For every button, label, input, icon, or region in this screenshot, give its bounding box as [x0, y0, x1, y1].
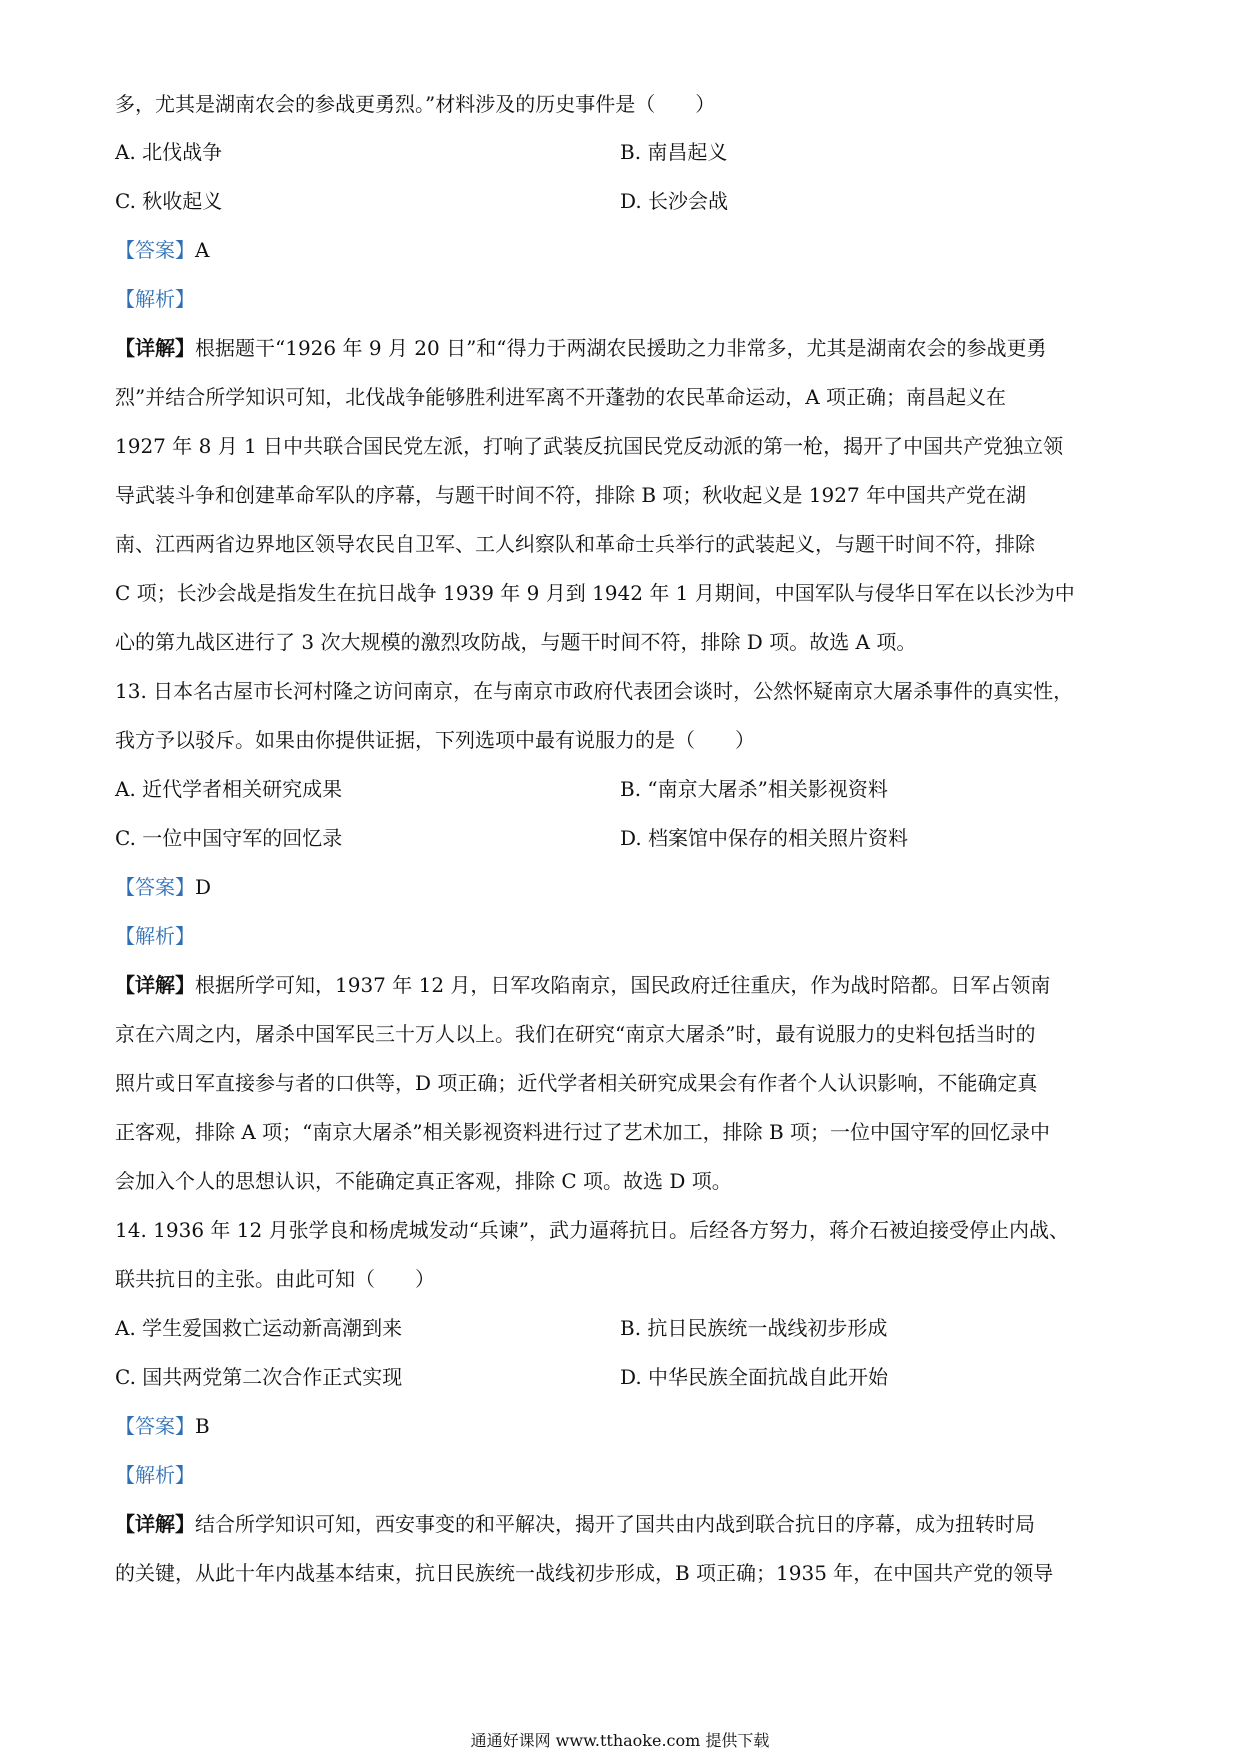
q14-analysis-label: [115, 1461, 1135, 1489]
q12-option-d: D. 长沙会战: [620, 189, 729, 213]
q14-option-d: D. 中华民族全面抗战自此开始: [620, 1365, 889, 1389]
q14-detail-line-0: 【详解】结合所学知识可知，西安事变的和平解决，揭开了国共由内战到联合抗日的序幕，成为扭转时局: [115, 1512, 1035, 1536]
q12-detail-line-2: 1927 年 8 月 1 日中共联合国民党左派，打响了武装反抗国民党反动派的第一枪，揭开了中国共产党独立领: [115, 434, 1064, 458]
q13-stem-line-0: 13. 日本名古屋市长河村隆之访问南京，在与南京市政府代表团会谈时，公然怀疑南京大屠杀事件的真实性，: [115, 679, 1074, 703]
analysis-label: 【解析】: [115, 1463, 195, 1487]
answer-label: 【答案】: [115, 1414, 195, 1438]
q12-stem-tail: 多，尤其是湖南农会的参战更勇烈。”材料涉及的历史事件是（ ）: [115, 92, 716, 116]
q12-detail-line-3: 导武装斗争和创建革命军队的序幕，与题干时间不符，排除 B 项；秋收起义是 1927 年中国共产党在湖: [115, 483, 1027, 507]
q13-option-d: D. 档案馆中保存的相关照片资料: [620, 826, 909, 850]
q13-detail-line-1: 京在六周之内，屠杀中国军民三十万人以上。我们在研究“南京大屠杀”时，最有说服力的史料包括当时的: [115, 1022, 1036, 1046]
answer-value: A: [195, 238, 210, 262]
q13-detail-line-2: 照片或日军直接参与者的口供等，D 项正确；近代学者相关研究成果会有作者个人认识影响，不能确定真: [115, 1071, 1038, 1095]
q13-option-c: C. 一位中国守军的回忆录: [115, 826, 343, 850]
q12-detail-line-5: C 项；长沙会战是指发生在抗日战争 1939 年 9 月到 1942 年 1 月期间，中国军队与侵华日军在以长沙为中: [115, 581, 1075, 605]
detail-label: 【详解】: [115, 973, 195, 997]
q13-detail-line-4: 会加入个人的思想认识，不能确定真正客观，排除 C 项。故选 D 项。: [115, 1169, 732, 1193]
q14-stem-line-0: 14. 1936 年 12 月张学良和杨虎城发动“兵谏”，武力逼蒋抗日。后经各方努力，蒋介石被迫接受停止内战、: [115, 1218, 1070, 1242]
q13-detail-line-0: 【详解】根据所学可知，1937 年 12 月，日军攻陷南京，国民政府迁往重庆，作为战时陪都。日军占领南: [115, 973, 1051, 997]
q13-option-a: A. 近代学者相关研究成果: [115, 777, 343, 801]
detail-label: 【详解】: [115, 1512, 195, 1536]
q14-option-c: C. 国共两党第二次合作正式实现: [115, 1365, 403, 1389]
page-footer: 通通好课网 www.tthaoke.com 提供下载: [470, 1731, 770, 1750]
analysis-label: 【解析】: [115, 287, 195, 311]
q13-analysis-label: [115, 922, 1135, 950]
q12-option-b: B. 南昌起义: [620, 140, 728, 164]
q13-stem-line-1: 我方予以驳斥。如果由你提供证据，下列选项中最有说服力的是（ ）: [115, 728, 755, 752]
q14-answer: [115, 1412, 1135, 1440]
answer-label: 【答案】: [115, 238, 195, 262]
detail-label: 【详解】: [115, 336, 195, 360]
q12-detail-line-6: 心的第九战区进行了 3 次大规模的激烈攻防战，与题干时间不符，排除 D 项。故选 A 项。: [115, 630, 917, 654]
q12-detail-line-1: 烈”并结合所学知识可知，北伐战争能够胜利进军离不开蓬勃的农民革命运动，A 项正确；南昌起义在: [115, 385, 1007, 409]
q12-detail-line-4: 南、江西两省边界地区领导农民自卫军、工人纠察队和革命士兵举行的武装起义，与题干时间不符，排除: [115, 532, 1035, 556]
q12-option-a: A. 北伐战争: [115, 140, 223, 164]
q13-detail-line-3: 正客观，排除 A 项；“南京大屠杀”相关影视资料进行过了艺术加工，排除 B 项；一位中国守军的回忆录中: [115, 1120, 1051, 1144]
q12-answer: [115, 236, 1135, 264]
q14-option-a: A. 学生爱国救亡运动新高潮到来: [115, 1316, 403, 1340]
answer-value: B: [195, 1414, 210, 1438]
q14-option-b: B. 抗日民族统一战线初步形成: [620, 1316, 888, 1340]
q14-stem-line-1: 联共抗日的主张。由此可知（ ）: [115, 1267, 435, 1291]
q12-analysis-label: [115, 285, 1135, 313]
analysis-label: 【解析】: [115, 924, 195, 948]
q12-option-c: C. 秋收起义: [115, 189, 223, 213]
answer-value: D: [195, 875, 212, 899]
q14-detail-line-1: 的关键，从此十年内战基本结束，抗日民族统一战线初步形成，B 项正确；1935 年，在中国共产党的领导: [115, 1561, 1054, 1585]
q13-answer: [115, 873, 1135, 901]
answer-label: 【答案】: [115, 875, 195, 899]
q13-option-b: B. “南京大屠杀”相关影视资料: [620, 777, 888, 801]
q12-detail-line-0: 【详解】根据题干“1926 年 9 月 20 日”和“得力于两湖农民援助之力非常多，尤其是湖南农会的参战更勇: [115, 336, 1047, 360]
